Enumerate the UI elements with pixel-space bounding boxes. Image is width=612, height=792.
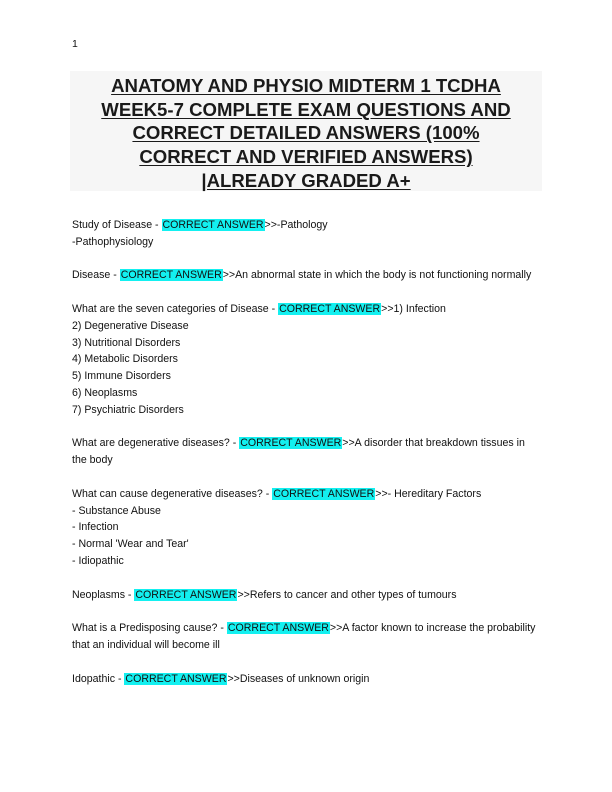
answer-text: >>1) Infection xyxy=(381,302,446,315)
title-line: CORRECT DETAILED ANSWERS (100% xyxy=(132,122,480,144)
answer-text: >>A disorder that breakdown tissues in xyxy=(342,437,525,450)
title-line: WEEK5-7 COMPLETE EXAM QUESTIONS AND xyxy=(101,98,511,120)
qa-first-line xyxy=(72,217,542,234)
answer-text: - Normal 'Wear and Tear' xyxy=(72,538,189,551)
answer-text: -Pathophysiology xyxy=(72,235,154,248)
answer-text: >>A factor known to increase the probability xyxy=(329,622,536,635)
qa-first-line xyxy=(72,267,542,284)
answer-text: >>- Hereditary Factors xyxy=(375,487,482,500)
qa-item xyxy=(72,217,542,251)
page-number: 1 xyxy=(72,38,78,50)
question-text: Idopathic - xyxy=(72,672,125,685)
qa-item xyxy=(72,267,542,284)
answer-line xyxy=(72,335,542,352)
question-text: What are the seven categories of Disease - xyxy=(72,302,279,315)
question-answer-list xyxy=(72,217,542,704)
correct-answer-label: CORRECT ANSWER xyxy=(279,302,381,315)
answer-line xyxy=(72,234,542,251)
question-text: What is a Predisposing cause? - xyxy=(72,622,227,635)
answer-text: 6) Neoplasms xyxy=(72,386,138,399)
title-line: CORRECT AND VERIFIED ANSWERS) xyxy=(139,146,473,168)
title-line: |ALREADY GRADED A+ xyxy=(201,169,411,191)
correct-answer-label: CORRECT ANSWER xyxy=(240,437,342,450)
qa-first-line xyxy=(72,587,542,604)
qa-item xyxy=(72,587,542,604)
answer-line xyxy=(72,452,542,469)
answer-text: 3) Nutritional Disorders xyxy=(72,336,181,349)
qa-first-line xyxy=(72,620,542,637)
qa-first-line xyxy=(72,486,542,503)
document-title xyxy=(70,71,542,191)
correct-answer-label: CORRECT ANSWER xyxy=(135,588,237,601)
answer-text: >>Diseases of unknown origin xyxy=(227,672,370,685)
correct-answer-label: CORRECT ANSWER xyxy=(227,622,329,635)
title-line: ANATOMY AND PHYSIO MIDTERM 1 TCDHA xyxy=(111,75,501,96)
answer-text: 2) Degenerative Disease xyxy=(72,319,189,332)
correct-answer-label: CORRECT ANSWER xyxy=(125,672,227,685)
qa-first-line xyxy=(72,671,542,688)
answer-line xyxy=(72,503,542,520)
correct-answer-label: CORRECT ANSWER xyxy=(162,219,264,231)
answer-line xyxy=(72,637,542,654)
question-text: What can cause degenerative diseases? - xyxy=(72,487,273,500)
correct-answer-label: CORRECT ANSWER xyxy=(273,487,375,500)
qa-item xyxy=(72,620,542,654)
answer-line xyxy=(72,318,542,335)
answer-line xyxy=(72,402,542,419)
answer-text: 4) Metabolic Disorders xyxy=(72,353,178,366)
answer-text: - Infection xyxy=(72,521,119,534)
question-text: Neoplasms - xyxy=(72,588,135,601)
question-text: Disease - xyxy=(72,269,120,282)
qa-item xyxy=(72,435,542,469)
answer-text: - Substance Abuse xyxy=(72,504,161,517)
answer-text: 7) Psychiatric Disorders xyxy=(72,403,184,416)
answer-line xyxy=(72,536,542,553)
answer-text: 5) Immune Disorders xyxy=(72,370,171,383)
answer-text: that an individual will become ill xyxy=(72,638,220,651)
answer-line xyxy=(72,519,542,536)
answer-text: - Idiopathic xyxy=(72,554,124,567)
answer-line xyxy=(72,385,542,402)
answer-line xyxy=(72,351,542,368)
answer-text: >>Refers to cancer and other types of tumours xyxy=(237,588,457,601)
answer-text: >>-Pathology xyxy=(264,219,328,231)
answer-line xyxy=(72,553,542,570)
answer-line xyxy=(72,368,542,385)
qa-first-line xyxy=(72,435,542,452)
qa-first-line xyxy=(72,301,542,318)
answer-text: >>An abnormal state in which the body is not functioning normally xyxy=(222,269,532,282)
qa-item xyxy=(72,486,542,570)
answer-text: the body xyxy=(72,454,113,467)
question-text: What are degenerative diseases? - xyxy=(72,437,240,450)
qa-item xyxy=(72,671,542,688)
question-text: Study of Disease - xyxy=(72,219,162,231)
correct-answer-label: CORRECT ANSWER xyxy=(120,269,222,282)
qa-item xyxy=(72,301,542,419)
